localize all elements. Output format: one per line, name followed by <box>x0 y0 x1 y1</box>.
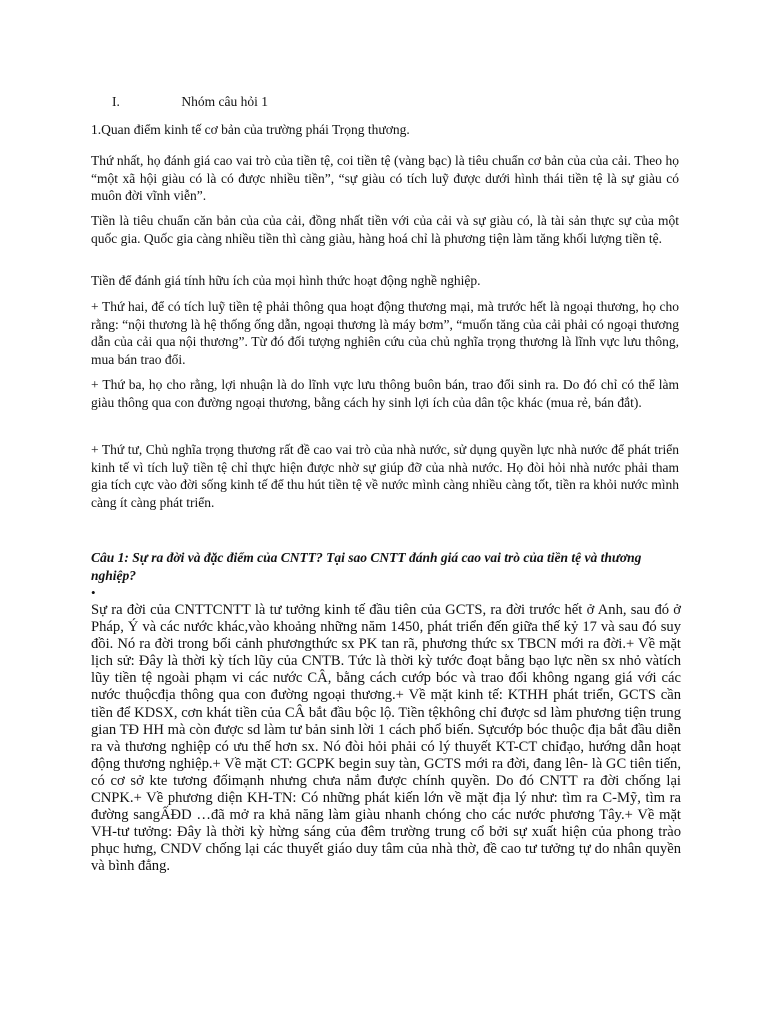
section-heading <box>112 94 268 110</box>
section-title: Nhóm câu hỏi 1 <box>181 94 268 109</box>
paragraph-money-standard: Tiền là tiêu chuẩn căn bản của của cải, đồng nhất tiền với của cải và sự giàu có, là tài sản thực sự của một quốc gia. Quốc gia càng nhiều tiền thì càng giàu, hàng hoá chỉ là phương tiện làm tăng khối lượng tiền tệ. <box>91 213 679 246</box>
question-heading: Câu 1: Sự ra đời và đặc điểm của CNTT? Tại sao CNTT đánh giá cao vai trò của tiền tệ và thương nghiệp? <box>91 550 642 583</box>
paragraph-third-point: + Thứ ba, họ cho rằng, lợi nhuận là do lĩnh vực lưu thông buôn bán, trao đổi sinh ra. Do đó chỉ có thể làm giàu thông qua con đường ngoại thương, bằng cách hy sinh lợi ích của dân tộc khác (mua rẻ, bán đắt). <box>91 377 679 410</box>
paragraph-money-usefulness: Tiền để đánh giá tính hữu ích của mọi hình thức hoạt động nghề nghiệp. <box>91 273 481 288</box>
paragraph-second-point: + Thứ hai, để có tích luỹ tiền tệ phải thông qua hoạt động thương mại, mà trước hết là ngoại thương, họ cho rằng: “nội thương là hệ thống ống dẫn, ngoại thương là máy bơm”, “muốn tăng của cải phải có ngoại thương dẫn của cải qua nội thương”. Từ đó đối tượng nghiên cứu của chủ nghĩa trọng thương là lĩnh vực lưu thông, mua bán trao đổi. <box>91 299 679 367</box>
paragraph-first-point: Thứ nhất, họ đánh giá cao vai trò của tiền tệ, coi tiền tệ (vàng bạc) là tiêu chuẩn cơ bản của của cải. Theo họ “một xã hội giàu có là có được nhiều tiền”, “sự giàu có tích luỹ được dưới hình thái tiền tệ là sự giàu có muôn đời vĩnh viễn”. <box>91 153 679 203</box>
bullet-mark: • <box>91 585 96 600</box>
topic-line: 1.Quan điểm kinh tế cơ bản của trường phái Trọng thương. <box>91 122 410 137</box>
answer-paragraph: Sự ra đời của CNTTCNTT là tư tưởng kinh tế đầu tiên của GCTS, ra đời trước hết ở Anh, sau đó ở Pháp, Ý và các nước khác,vào khoảng những năm 1450, phát triển đến giữa thế kỷ 17 và sau đó suy đồi. Nó ra đời trong bối cảnh phươngthức sx PK tan rã, phương thức sx TBCN mới ra đời.+ Về mặt lịch sử: Đây là thời kỳ tích lũy của CNTB. Tức là thời kỳ tước đoạt bằng bạo lực nền sx nhỏ vàtích lũy tiền tệ ngoài phạm vi các nước CÂ, bằng cách cướp bóc và trao đổi không ngang giá với các nước thuộcđịa thông qua con đường ngoại thương.+ Về mặt kinh tế: KTHH phát triển, GCTS cần tiền để KDSX, cơn khát tiền của CÂ bắt đầu bộc lộ. Tiền tệkhông chỉ được sd làm phương tiện trung gian TĐ HH mà còn được sd làm tư bản sinh lời 1 cách phổ biến. Sựcướp bóc thuộc địa bắt đầu diễn ra và thương nghiệp có ưu thế hơn sx. Nó đòi hỏi phải có lý thuyết KT-CT chỉđạo, hướng dẫn hoạt động thương nghiệp.+ Về mặt CT: GCPK begin suy tàn, GCTS mới ra đời, đang lên- là GC tiên tiến, có cơ sở kte tương đốimạnh nhưng chưa nắm được chính quyền. Do đó CNTT ra đời chống lại CNPK.+ Về phương diện KH-TN: Có những phát kiến lớn về mặt địa lý như: tìm ra C-Mỹ, tìm ra đường sangẤĐD …đã mở ra khả năng làm giàu nhanh chóng cho các nước phương Tây.+ Về mặt VH-tư tưởng: Đây là thời kỳ hừng sáng của đêm trường trung cổ bởi sự xuất hiện của phong trào phục hưng, CNDV chống lại các thuyết giáo duy tâm của nhà thờ, đề cao tư tưởng tự do nhân quyền và bình đẳng. <box>91 602 681 875</box>
paragraph-fourth-point: + Thứ tư, Chủ nghĩa trọng thương rất đề cao vai trò của nhà nước, sử dụng quyền lực nhà nước để phát triển kinh tế vì tích luỹ tiền tệ chỉ thực hiện được nhờ sự giúp đỡ của nhà nước. Họ đòi hỏi nhà nước phải tham gia tích cực vào đời sống kinh tế để thu hút tiền tệ về nước mình càng nhiều càng tốt, tiền ra khỏi nước mình càng ít càng phát triển. <box>91 442 679 510</box>
section-number: I. <box>112 94 120 109</box>
